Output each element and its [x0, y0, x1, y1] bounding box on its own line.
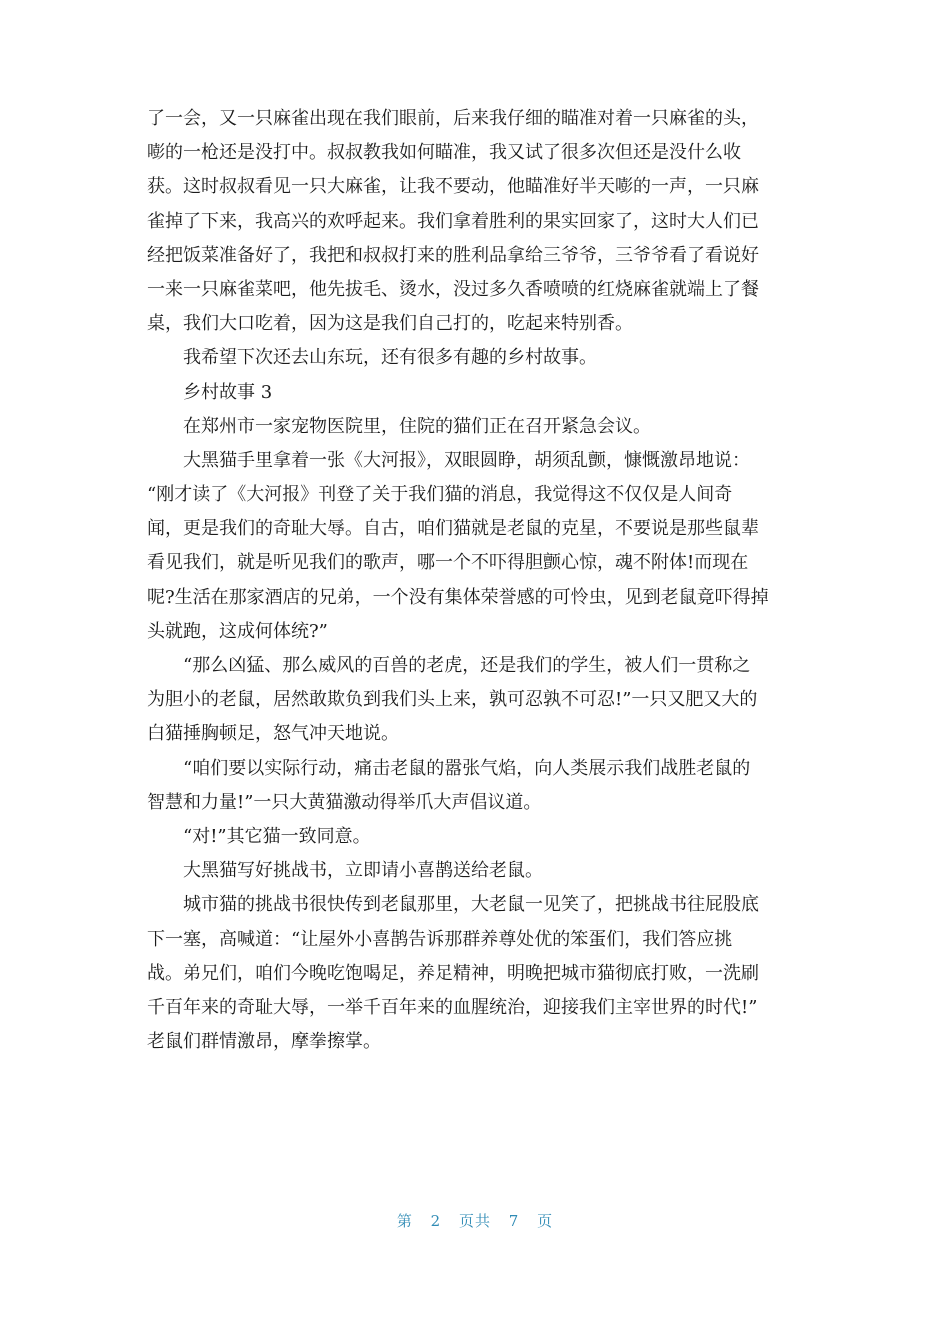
text-line: 呢?生活在那家酒店的兄弟，一个没有集体荣誉感的可怜虫，见到老鼠竟吓得掉	[147, 586, 769, 608]
text-line: 大黑猫手里拿着一张《大河报》，双眼圆睁，胡须乱颤，慷慨激昂地说：	[183, 449, 750, 471]
text-line: 看见我们，就是听见我们的歌声，哪一个不吓得胆颤心惊，魂不附体!而现在	[147, 552, 749, 574]
text-line: 战。弟兄们，咱们今晚吃饱喝足，养足精神，明晚把城市猫彻底打败，一洗刷	[147, 962, 759, 984]
text-line: “那么凶猛、那么威风的百兽的老虎，还是我们的学生，被人们一贯称之	[183, 655, 751, 676]
text-line: 获。这时叔叔看见一只大麻雀，让我不要动，他瞄准好半天嘭的一声，一只麻	[147, 176, 759, 198]
text-line: 在郑州市一家宠物医院里，住院的猫们正在召开紧急会议。	[183, 415, 651, 437]
section-heading: 乡村故事 3	[183, 381, 273, 403]
text-line: 白猫捶胸顿足，怒气冲天地说。	[147, 723, 399, 745]
text-line: 城市猫的挑战书很快传到老鼠那里，大老鼠一见笑了，把挑战书往屁股底	[183, 894, 759, 916]
text-line: 了一会，又一只麻雀出现在我们眼前，后来我仔细的瞄准对着一只麻雀的头，	[147, 108, 759, 129]
text-line: 千百年来的奇耻大辱，一举千百年来的血腥统治，迎接我们主宰世界的时代!”	[147, 996, 758, 1018]
total-page-number: 7	[508, 1212, 520, 1230]
text-line: 闻，更是我们的奇耻大辱。自古，咱们猫就是老鼠的克星，不要说是那些鼠辈	[147, 518, 759, 540]
page-label-suffix: 页	[537, 1212, 554, 1230]
text-line: 大黑猫写好挑战书，立即请小喜鹊送给老鼠。	[183, 860, 543, 882]
text-line: 经把饭菜准备好了，我把和叔叔打来的胜利品拿给三爷爷，三爷爷看了看说好	[147, 244, 759, 266]
text-line: “对!”其它猫一致同意。	[183, 825, 371, 847]
text-line: 我希望下次还去山东玩，还有很多有趣的乡村故事。	[183, 347, 597, 369]
text-line: “咱们要以实际行动，痛击老鼠的嚣张气焰，向人类展示我们战胜老鼠的	[183, 757, 751, 779]
page-label-prefix: 第	[396, 1212, 413, 1230]
text-line: “刚才读了《大河报》刊登了关于我们猫的消息，我觉得这不仅仅是人间奇	[147, 484, 733, 506]
text-line: 桌，我们大口吃着，因为这是我们自己打的，吃起来特别香。	[147, 313, 633, 335]
text-line: 为胆小的老鼠，居然敢欺负到我们头上来，孰可忍孰不可忍!”一只又肥又大的	[147, 689, 758, 711]
text-line: 老鼠们群情激昂，摩拳擦掌。	[147, 1031, 381, 1053]
text-line: 头就跑，这成何体统?”	[147, 620, 328, 642]
text-line: 嘭的一枪还是没打中。叔叔教我如何瞄准，我又试了很多次但还是没什么收	[147, 142, 741, 164]
text-line: 智慧和力量!”一只大黄猫激动得举爪大声倡议道。	[147, 791, 542, 813]
text-line: 下一塞，高喊道：“让屋外小喜鹊告诉那群养尊处优的笨蛋们，我们答应挑	[147, 928, 733, 950]
document-body	[147, 102, 807, 1059]
page-footer	[0, 1210, 950, 1231]
page-label-middle: 页共	[458, 1212, 491, 1230]
text-line: 雀掉了下来，我高兴的欢呼起来。我们拿着胜利的果实回家了，这时大人们已	[147, 210, 759, 232]
current-page-number: 2	[430, 1212, 442, 1230]
text-line: 一来一只麻雀菜吧，他先拔毛、烫水，没过多久香喷喷的红烧麻雀就端上了餐	[147, 278, 759, 300]
